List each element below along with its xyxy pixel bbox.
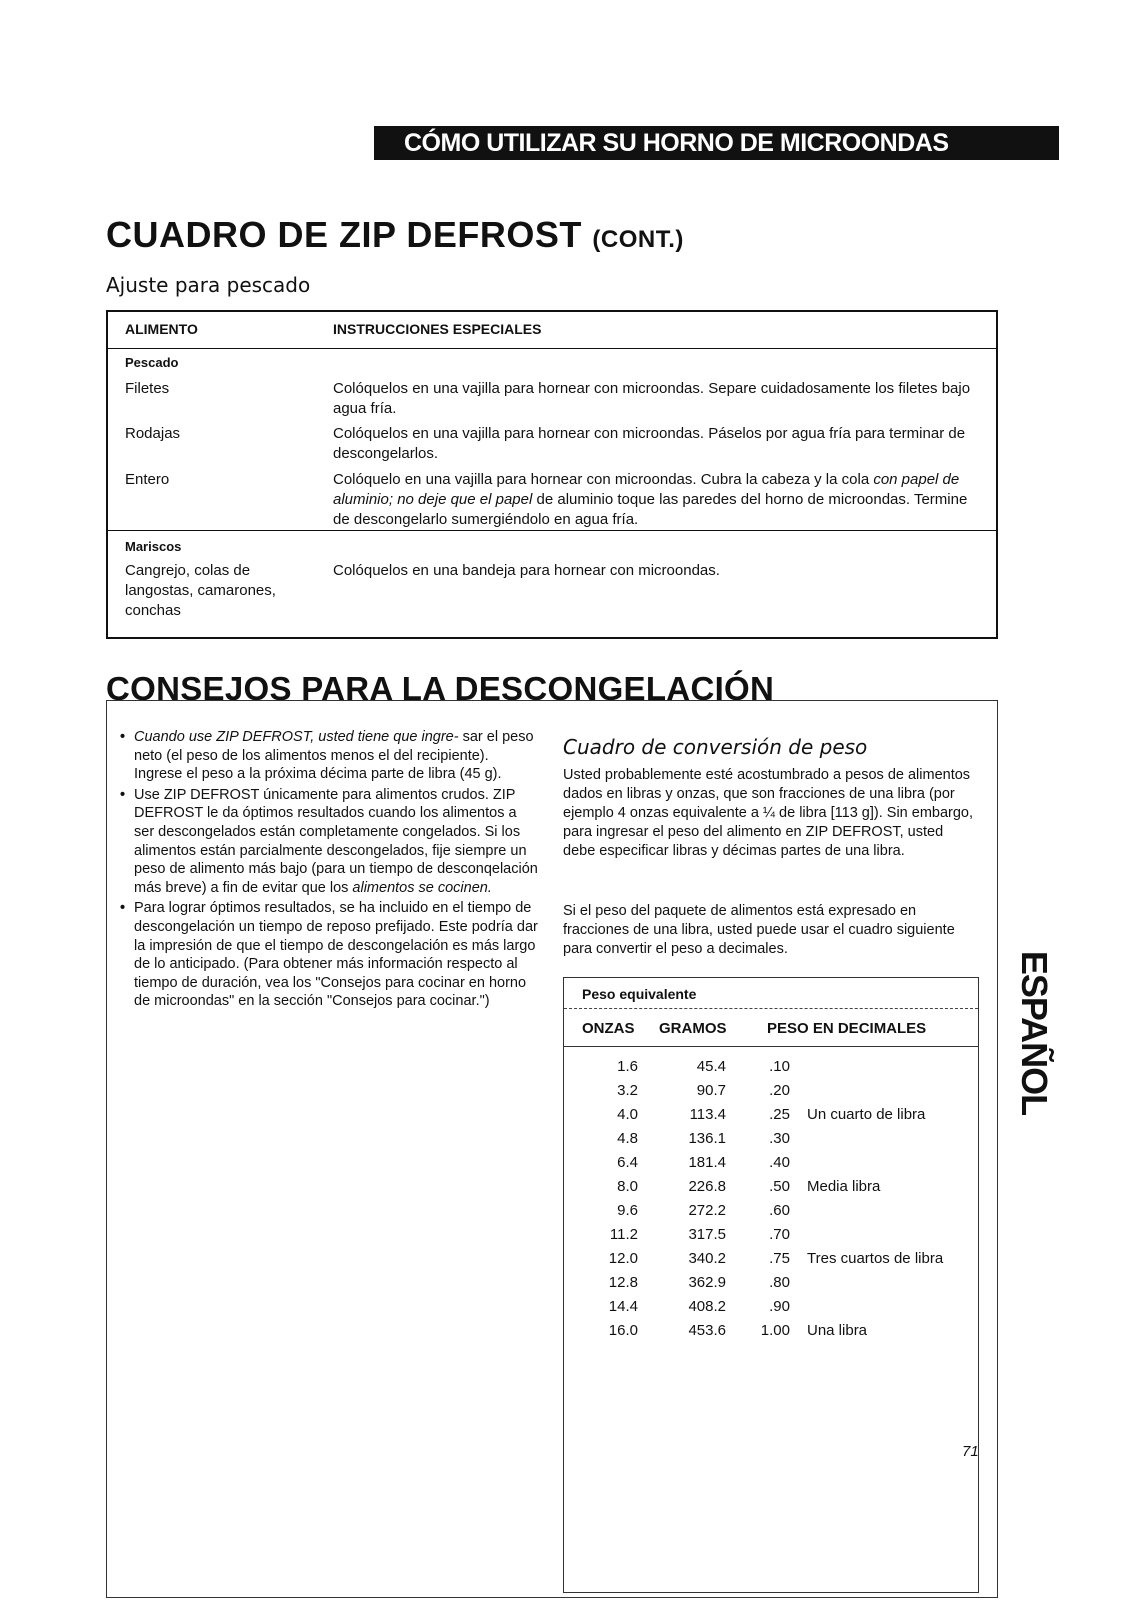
ounces-cell: 8.0: [617, 1178, 638, 1195]
decimal-cell: .50: [769, 1178, 790, 1195]
page-title-main: CUADRO DE ZIP DEFROST: [106, 214, 582, 255]
instruction-text: de aluminio toque las paredes del horno de microondas. Termine de descongelarlo sumergiéndolo en agua fría.: [333, 491, 968, 528]
table-title: Peso equivalente: [582, 986, 697, 1002]
grams-cell: 181.4: [688, 1154, 726, 1171]
food-item: Rodajas: [125, 425, 181, 442]
tip-text: sar el peso neto (el peso de los alimentos menos el del recipiente). Ingrese el peso a la próxima décima parte de libra (45 g).: [134, 729, 534, 783]
table-header: [108, 312, 996, 349]
tip-text: Use ZIP DEFROST únicamente para alimentos crudos. ZIP DEFROST le da óptimos resultados cuando los alimentos a ser descongelados están completamente congelados. Si los alimentos están parcialmente descongelados, fije siempre un peso de alimento más bajo (para un tiempo de desconqelación más breve) a fin de evitar que los: [134, 786, 538, 896]
page-number: 71: [962, 1443, 979, 1460]
list-item: [120, 786, 540, 898]
food-item: Entero: [125, 471, 170, 488]
instruction-text: Colóquelo en una vajilla para hornear con microondas. Cubra la cabeza y la cola: [333, 471, 870, 488]
food-item: Filetes: [125, 380, 170, 397]
table-divider: [564, 1008, 978, 1009]
description-cell: Media libra: [807, 1178, 881, 1195]
table-row: [564, 1298, 978, 1322]
table-row: [564, 1058, 978, 1082]
table-row: [564, 1130, 978, 1154]
ounces-cell: 1.6: [617, 1058, 638, 1075]
decimal-cell: .10: [769, 1058, 790, 1075]
category-label: Mariscos: [125, 539, 182, 554]
language-tab: [1014, 928, 1055, 1138]
food-instruction: Colóquelos en una bandeja para hornear con microondas.: [333, 562, 720, 579]
ounces-cell: 3.2: [617, 1082, 638, 1099]
grams-cell: 317.5: [688, 1226, 726, 1243]
table-divider: [564, 1046, 978, 1047]
table-row: [564, 1274, 978, 1298]
section-banner: CÓMO UTILIZAR SU HORNO DE MICROONDAS: [374, 126, 1059, 160]
table-subtitle: Ajuste para pescado: [106, 273, 311, 297]
grams-cell: 272.2: [688, 1202, 726, 1219]
table-row: [564, 1322, 978, 1346]
decimal-cell: 1.00: [760, 1322, 790, 1339]
ounces-cell: 11.2: [609, 1226, 638, 1243]
decimal-cell: .90: [769, 1298, 790, 1315]
table-row: [564, 1178, 978, 1202]
category-label: Pescado: [125, 355, 179, 370]
ounces-cell: 4.0: [617, 1106, 638, 1123]
conversion-table: [563, 977, 979, 1593]
grams-cell: 136.1: [688, 1130, 726, 1147]
tip-emphasis: Cuando use ZIP DEFROST, usted tiene que ingre-: [134, 729, 459, 745]
decimal-cell: .30: [769, 1130, 790, 1147]
table-row: [564, 1202, 978, 1226]
decimal-cell: .40: [769, 1154, 790, 1171]
grams-cell: 45.4: [696, 1058, 726, 1075]
decimal-cell: .80: [769, 1274, 790, 1291]
instruction-emphasis: con papel de aluminio; no deje que el papel: [333, 471, 960, 508]
column-header-decimal: PESO EN DECIMALES: [767, 1020, 927, 1037]
description-cell: Un cuarto de libra: [807, 1106, 926, 1123]
language-tab-label: ESPAÑOL: [1014, 950, 1055, 1116]
ounces-cell: 6.4: [617, 1154, 638, 1171]
decimal-cell: .25: [769, 1106, 790, 1123]
grams-cell: 340.2: [688, 1250, 726, 1267]
tip-text: Para lograr óptimos resultados, se ha incluido en el tiempo de descongelación un tiempo de reposo prefijado. Este podría dar la impresión de que el tiempo de descongelación es más largo de lo anticipado. (Para obtener más información respecto al tiempo de duración, vea los "Consejos para cocinar en horno de microondas" en la sección "Consejos para cocinar."): [134, 900, 538, 1010]
grams-cell: 90.7: [696, 1082, 726, 1099]
column-header-grams: GRAMOS: [659, 1020, 727, 1037]
column-header-ounces: ONZAS: [582, 1020, 635, 1037]
tip-emphasis: alimentos se cocinen.: [352, 879, 492, 896]
grams-cell: 408.2: [688, 1298, 726, 1315]
food-instruction: [333, 470, 978, 530]
tips-heading: CONSEJOS PARA LA DESCONGELACIÓN: [106, 670, 775, 707]
list-item: [120, 728, 540, 784]
page-title: [106, 214, 684, 256]
ounces-cell: 4.8: [617, 1130, 638, 1147]
food-item: Cangrejo, colas de langostas, camarones, conchas: [125, 562, 276, 619]
tips-list: [120, 728, 540, 1013]
grams-cell: 362.9: [688, 1274, 726, 1291]
ounces-cell: 14.4: [608, 1298, 638, 1315]
food-instruction: Colóquelos en una vajilla para hornear con microondas. Separe cuidadosamente los filetes bajo agua fría.: [333, 380, 971, 417]
list-item: [120, 899, 540, 1011]
conversion-title: Cuadro de conversión de peso: [563, 735, 868, 759]
section-divider: [108, 530, 996, 531]
ounces-cell: 16.0: [608, 1322, 638, 1339]
table-row: [564, 1106, 978, 1130]
decimal-cell: .60: [769, 1202, 790, 1219]
description-cell: Una libra: [807, 1322, 868, 1339]
table-row: [564, 1250, 978, 1274]
grams-cell: 226.8: [688, 1178, 726, 1195]
grams-cell: 113.4: [689, 1106, 726, 1123]
decimal-cell: .20: [769, 1082, 790, 1099]
ounces-cell: 12.0: [608, 1250, 638, 1267]
conversion-paragraph: Usted probablemente esté acostumbrado a pesos de alimentos dados en libras y onzas, que son fracciones de una libra (por ejemplo 4 onzas equivalente a ¼ de libra [113 g]). Sin embargo, para ingresar el peso del alimento en ZIP DEFROST, usted debe especificar libras y décimas partes de una libra.: [563, 767, 974, 859]
page-title-suffix: (CONT.): [592, 226, 684, 253]
defrost-table: [106, 310, 998, 639]
decimal-cell: .70: [769, 1226, 790, 1243]
ounces-cell: 9.6: [617, 1202, 638, 1219]
column-header-instructions: INSTRUCCIONES ESPECIALES: [333, 321, 542, 337]
decimal-cell: .75: [769, 1250, 790, 1267]
table-row: [564, 1154, 978, 1178]
ounces-cell: 12.8: [608, 1274, 638, 1291]
food-instruction: Colóquelos en una vajilla para hornear con microondas. Páselos por agua fría para terminar de descongelarlos.: [333, 425, 966, 462]
description-cell: Tres cuartos de libra: [807, 1250, 944, 1267]
table-row: [564, 1082, 978, 1106]
column-header-food: ALIMENTO: [125, 321, 198, 337]
grams-cell: 453.6: [688, 1322, 726, 1339]
conversion-paragraph: Si el peso del paquete de alimentos está expresado en fracciones de una libra, usted puede usar el cuadro siguiente para convertir el peso a decimales.: [563, 903, 955, 957]
table-row: [564, 1226, 978, 1250]
